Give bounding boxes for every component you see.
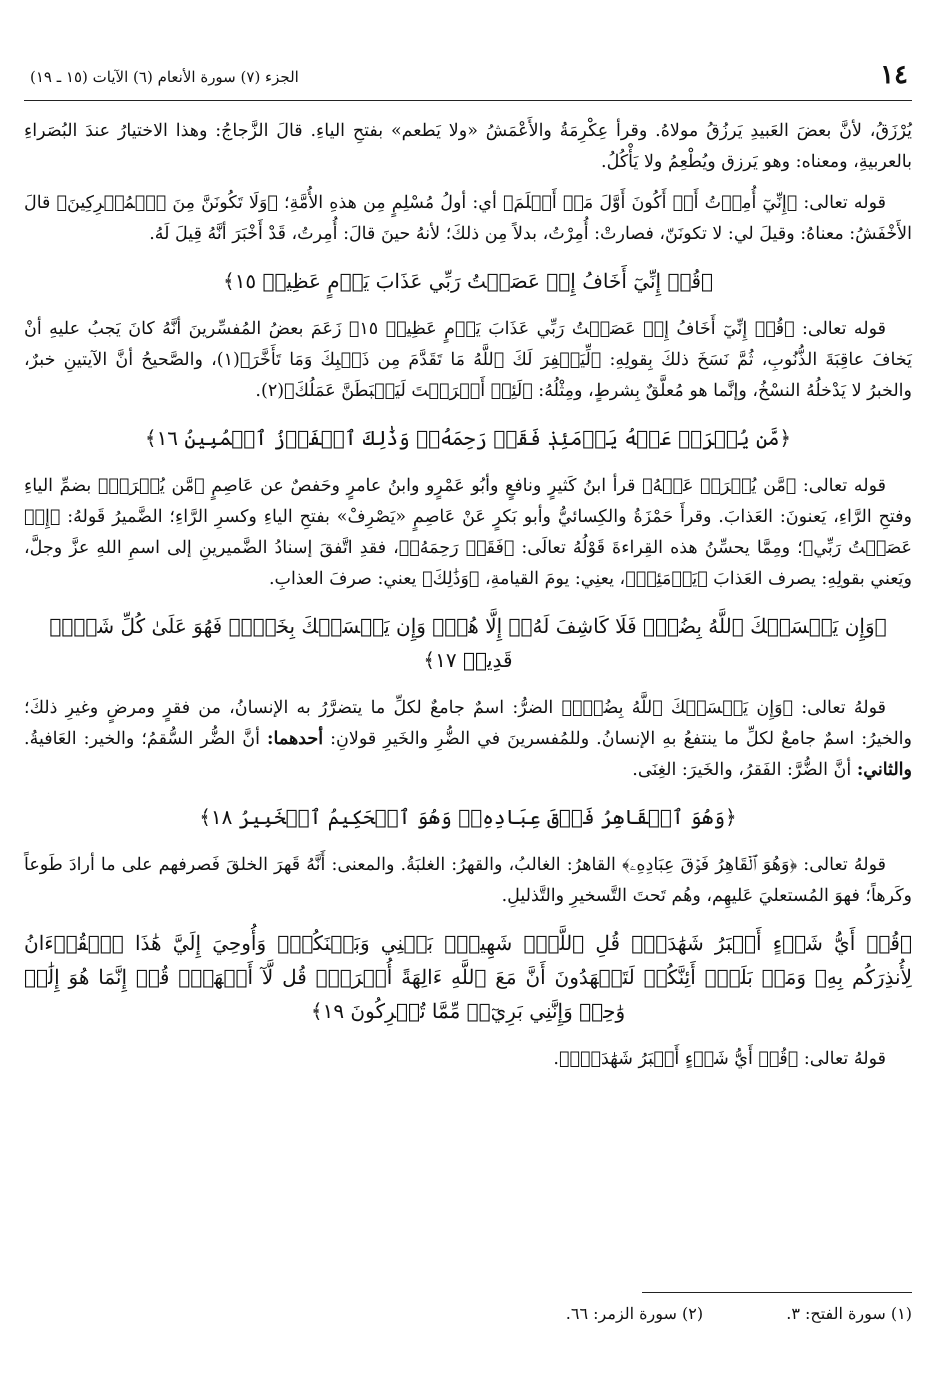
second-opinion-label: والثاني: bbox=[856, 760, 912, 780]
footnote: (٢) سورة الزمر: ٦٦. bbox=[565, 1304, 704, 1323]
book-page bbox=[24, 42, 912, 1362]
paragraph bbox=[24, 693, 912, 786]
quran-verse: ﴿مَّن يُصۡرَفۡ عَنۡهُ يَوۡمَئِذٖ فَقَدۡ رَحِمَهُۥۚ وَذَٰلِكَ ٱلۡفَوۡزُ ٱلۡمُبِينُ ١٦﴾ bbox=[144, 426, 792, 450]
paragraph: قوله تعالى: ﴿إِنِّيٓ أُمِرۡتُ أَنۡ أَكُونَ أَوَّلَ مَنۡ أَسۡلَمَ﴾ أي: أولُ مُسْلِمٍ مِن هذهِ الأُمَّةِ؛ ﴿وَلَا تَكُونَنَّ مِنَ ٱلۡمُشۡرِكِينَ﴾ قالَ الأَخْفَشُ: معناهُ: وقيلَ لي: لا تكونَنّ، فصارتْ: أُمِرْتُ، بدلاً مِن ذلكَ؛ لأنهُ حينَ قالَ: أُمِرتُ، قَدْ أَخْبَرَ أنَّهُ قِيلَ لَهُ. bbox=[24, 193, 912, 244]
paragraph: قوله تعالى: ﴿قُلۡ إِنِّيٓ أَخَافُ إِنۡ عَصَيۡتُ رَبِّي عَذَابَ يَوۡمٍ عَظِيمٖ ١٥﴾ زَعَمَ بعضُ المُفسِّرينَ أنَّهُ كانَ يَجبُ عليهِ أنْ يَخافَ عاقِبَةَ الذُّنُوبِ، ثُمَّ نَسَخَ ذلكَ بِقولِهِ: ﴿لِّيَغۡفِرَ لَكَ ٱللَّهُ مَا تَقَدَّمَ مِن ذَنۢبِكَ وَمَا تَأَخَّرَ﴾(١)، والصَّحيحُ أنَّ الآيتينِ خبرٌ، والخبرُ لا يَدْخلُهُ النسْخُ، وإنَّما هو مُعلَّقٌ بِشرطٍ، ومِثْلُهُ: ﴿لَئِنۡ أَشۡرَكۡتَ لَيَحۡبَطَنَّ عَمَلُكَ﴾(٢). bbox=[24, 319, 912, 401]
paragraph: قولهُ تعالى: ﴿وَهُوَ ٱلۡقَاهِرُ فَوۡقَ عِبَادِهِۦ﴾ القاهرُ: الغالبُ، والقهرُ: الغلبَةُ. والمعنى: أَنَّهُ قَهرَ الخلقَ فَصرفهم على ما أرادَ طَوعاً وكَرهاً؛ فهوَ المُستعليَ عَليهِم، وهُم تَحتَ التَّسخيرِ والتَّذليلِ. bbox=[24, 855, 912, 906]
paragraph: قوله تعالى: ﴿مَّن يُصۡرَفۡ عَنۡهُ﴾ قرأ ابنُ كَثيرٍ ونافعٍ وأبُو عَمْرٍو وابنُ عامرٍ وحَفصٌ عن عَاصِمٍ ﴿مَّن يُصۡرَفۡ﴾ بضمِّ الياءِ وفتحِ الرَّاءِ، يَعنونَ: العَذابَ. وقرأَ حَمْزَةُ والكِسائيُّ وأبو بَكرٍ عَنْ عَاصِمٍ «يَصْرِفْ» بفتحِ الياءِ وكسرِ الرَّاءِ؛ الضَّميرُ قَولهُ: ﴿إِنۡ عَصَيۡتُ رَبِّي﴾؛ ومِمَّا يحسِّنُ هذه القِراءةَ قَوْلُهُ تعالَى: ﴿فَقَدۡ رَحِمَهُۥ﴾، فقدِ اتَّفقَ إسنادُ الضَّميرينِ إلى اسمِ اللهِ عزَّ وجلَّ، ويَعني بقولِهِ: يصرف العَذابَ ﴿يَوۡمَئِذٖ﴾، يعنِي: يومَ القيامةِ، ﴿وَذَٰلِكَ﴾ يعني: صرفَ العذابِ. bbox=[24, 476, 912, 589]
page-body bbox=[24, 116, 912, 1085]
paragraph-text: قولهُ تعالى: ﴿وَإِن يَمۡسَسۡكَ ٱللَّهُ بِضُرّٖ﴾ الضرُّ: اسمٌ جامعٌ لكلِّ ما يتضرَّرُ به الإنسانُ، من فقرٍ ومرضٍ وغيرِ ذلكَ؛ والخيرُ: اسمٌ جامعٌ لكلِّ ما ينتفعُ بهِ الإنسانُ. وللمُفسرينَ في الضُّرِ والخَيرِ قولانِ: bbox=[24, 698, 912, 749]
page-header bbox=[24, 56, 912, 101]
page-number: ١٤ bbox=[880, 60, 908, 90]
paragraph: قولهُ تعالى: ﴿قُلۡ أَيُّ شَيۡءٍ أَكۡبَرُ شَهَٰدَةٗۖ﴾. bbox=[553, 1049, 886, 1069]
quran-verse: ﴿وَهُوَ ٱلۡقَاهِرُ فَوۡقَ عِبَادِهِۦۚ وَهُوَ ٱلۡحَكِيمُ ٱلۡخَبِيرُ ١٨﴾ bbox=[199, 805, 737, 829]
quran-verse: ﴿قُلۡ إِنِّيٓ أَخَافُ إِنۡ عَصَيۡتُ رَبِّي عَذَابَ يَوۡمٍ عَظِيمٖ ١٥﴾ bbox=[222, 269, 714, 293]
footnote-divider bbox=[642, 1292, 912, 1293]
paragraph-text: أنَّ الضُّرَّ: الفَقرُ، والخَيرَ: الغِنَى. bbox=[632, 760, 852, 780]
running-head: الجزء (٧) سورة الأنعام (٦) الآيات (١٥ ـ ١٩) bbox=[30, 68, 299, 86]
quran-verse: ﴿وَإِن يَمۡسَسۡكَ ٱللَّهُ بِضُرّٖ فَلَا كَاشِفَ لَهُۥٓ إِلَّا هُوَۖ وَإِن يَمۡسَسۡكَ بِخَيۡرٖ فَهُوَ عَلَىٰ كُلِّ شَيۡءٖ قَدِيرٞ ١٧﴾ bbox=[49, 614, 887, 672]
paragraph: يُرْزَقُ، لأنَّ بعضَ العَبيدِ يَرزُقُ مولاهُ. وقرأ عِكْرِمَةُ والأَعْمَشُ «ولا يَطعم» بفتحِ الياءِ. قالَ الزَّجاجُ: وهذا الاختيارُ عندَ البُصَراءِ بالعربيةِ، ومعناه: وهو يَرزق ويُطْعِمُ ولا يَأْكُلُ. bbox=[24, 121, 912, 172]
footnotes bbox=[24, 1304, 912, 1323]
quran-verse: ﴿قُلۡ أَيُّ شَيۡءٍ أَكۡبَرُ شَهَٰدَةٗۖ قُلِ ٱللَّهُۖ شَهِيدُۢ بَيۡنِي وَبَيۡنَكُمۡۚ وَأُوحِيَ إِلَيَّ هَٰذَا ٱلۡقُرۡءَانُ لِأُنذِرَكُم بِهِۦ وَمَنۢ بَلَغَۚ أَئِنَّكُمۡ لَتَشۡهَدُونَ أَنَّ مَعَ ٱللَّهِ ءَالِهَةً أُخۡرَىٰۚ قُل لَّآ أَشۡهَدُۚ قُلۡ إِنَّمَا هُوَ إِلَٰهٞ وَٰحِدٞ وَإِنَّنِي بَرِيٓءٞ مِّمَّا تُشۡرِكُونَ ١٩﴾ bbox=[24, 931, 912, 1023]
paragraph-text: أنَّ الضُّر السُّقمُ؛ والخير: العَافيةُ. bbox=[24, 729, 261, 749]
footnote: (١) سورة الفتح: ٣. bbox=[786, 1304, 912, 1323]
first-opinion-label: أحدهما: bbox=[267, 729, 324, 749]
